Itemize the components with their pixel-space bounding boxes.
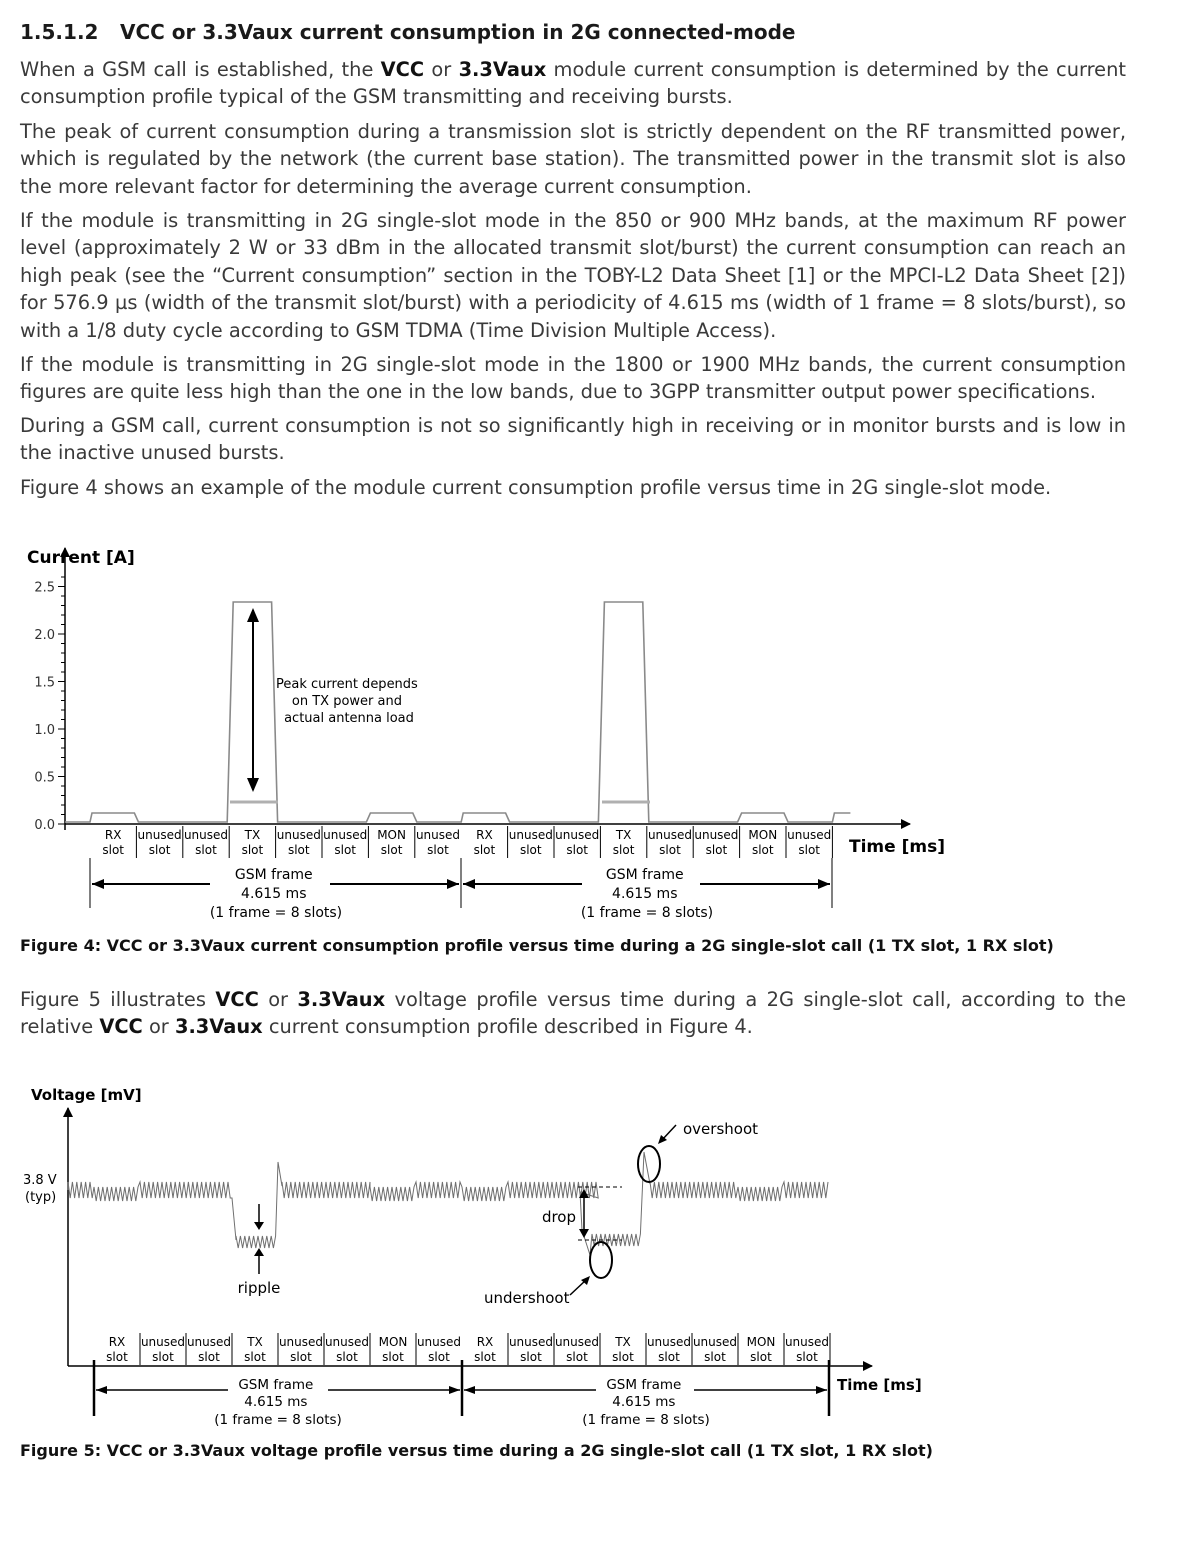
fig4-frame2-arrow-left-head xyxy=(463,879,475,889)
fig4-x-axis-label: Time [ms] xyxy=(849,837,945,857)
fig4-frame1-label-line-1: GSM frame xyxy=(234,867,313,883)
fig4-annotation-line-1: Peak current depends xyxy=(276,677,418,692)
fig5-frame1-label-line-3: (1 frame = 8 slots) xyxy=(214,1412,342,1428)
fig4-frame1-label-line-2: 4.615 ms xyxy=(241,886,307,902)
figure-4-caption: Figure 4: VCC or 3.3Vaux current consumption profile versus time during a 2G single-slot call (1 TX slot, 1 RX slot) xyxy=(20,936,1054,955)
figure-5-caption: Figure 5: VCC or 3.3Vaux voltage profile versus time during a 2G single-slot call (1 TX slot, 1 RX slot) xyxy=(20,1441,933,1460)
fig5-slot-word: slot xyxy=(198,1350,220,1364)
fig5-frame1-arrow-left-head xyxy=(96,1386,107,1394)
fig4-slot-word: slot xyxy=(705,843,728,857)
p7-text-a: Figure 5 illustrates xyxy=(20,988,216,1011)
p7-text-b: or xyxy=(258,988,298,1011)
fig4-slot-name: unused xyxy=(787,828,832,842)
fig4-y-tick-label: 1.0 xyxy=(34,723,55,738)
fig4-slot-word: slot xyxy=(148,843,171,857)
fig5-slot-name: TX xyxy=(247,1335,263,1349)
fig5-ripple-arrow-top-head xyxy=(254,1222,264,1230)
section-number: 1.5.1.2 xyxy=(20,20,99,44)
fig5-undershoot-pointer xyxy=(570,1280,586,1295)
figure-4-current-chart xyxy=(0,540,1191,940)
fig4-slot-word: slot xyxy=(195,843,217,857)
fig5-drop-arrow-down-head xyxy=(579,1229,589,1238)
p7-3v3aux-2: 3.3Vaux xyxy=(174,1015,263,1039)
fig5-slot-name: unused xyxy=(784,1335,830,1349)
fig5-slot-word: slot xyxy=(474,1350,496,1364)
fig4-slot-name: unused xyxy=(647,828,693,842)
section-title: VCC or 3.3Vaux current consumption in 2G connected-mode xyxy=(120,20,796,44)
fig4-slot-word: slot xyxy=(566,843,589,857)
fig5-slot-word: slot xyxy=(152,1350,174,1364)
fig4-frame1-label xyxy=(210,867,342,921)
fig5-slot-name: MON xyxy=(746,1335,776,1349)
fig5-slot-name: unused xyxy=(646,1335,692,1349)
fig4-slot-labels xyxy=(102,826,832,858)
fig5-slot-word: slot xyxy=(428,1350,450,1364)
fig5-slot-word: slot xyxy=(704,1350,726,1364)
fig4-tick-group xyxy=(58,577,65,824)
fig5-y-value-line-1: 3.8 V xyxy=(23,1173,57,1188)
fig5-frame1-label-line-1: GSM frame xyxy=(238,1377,314,1393)
fig5-slot-name: unused xyxy=(186,1335,232,1349)
fig4-slot-name: TX xyxy=(244,828,261,842)
paragraph-5: During a GSM call, current consumption is not so significantly high in receiving or in monitor bursts and is low in the inactive unused bursts. xyxy=(20,414,1126,465)
fig5-voltage-trace xyxy=(68,1152,828,1255)
fig5-slot-word: slot xyxy=(750,1350,772,1364)
fig5-slot-name: unused xyxy=(416,1335,462,1349)
p1-text-b: or xyxy=(424,58,459,81)
p1-vcc: VCC xyxy=(380,58,425,81)
fig4-slot-name: unused xyxy=(183,828,229,842)
fig5-slot-name: unused xyxy=(692,1335,738,1349)
fig4-frame2-label-line-2: 4.615 ms xyxy=(612,886,678,902)
fig4-slot-name: RX xyxy=(104,828,122,842)
fig5-ripple-label: ripple xyxy=(237,1279,281,1297)
fig4-slot-name: unused xyxy=(555,828,600,842)
fig5-slot-name: unused xyxy=(324,1335,370,1349)
fig4-frame1-arrow-right-head xyxy=(447,879,459,889)
p7-text-e: current consumption profile described in Figure 4. xyxy=(262,1015,753,1039)
fig4-frame1-label-line-3: (1 frame = 8 slots) xyxy=(209,905,343,921)
fig4-slot-word: slot xyxy=(798,843,821,857)
fig4-y-tick-label: 1.5 xyxy=(34,675,55,691)
fig5-y-value-label xyxy=(23,1173,61,1205)
fig5-x-axis-label: Time [ms] xyxy=(837,1376,922,1394)
p7-3v3aux-1: 3.3Vaux xyxy=(297,988,386,1011)
paragraph-1 xyxy=(20,56,1126,111)
fig5-frame2-arrow-left-head xyxy=(464,1386,475,1394)
fig4-slot-name: unused xyxy=(694,828,739,842)
fig5-slot-name: unused xyxy=(508,1335,554,1349)
fig5-slot-word: slot xyxy=(520,1350,542,1364)
fig4-frame2-label xyxy=(581,867,713,921)
fig4-frame2-arrow-right-head xyxy=(818,879,830,889)
fig4-slot-name: unused xyxy=(415,828,461,842)
fig5-slot-name: MON xyxy=(378,1335,408,1349)
paragraph-3: If the module is transmitting in 2G single-slot mode in the 850 or 900 MHz bands, at the maximum RF power level (approximately 2 W or 33 dBm in the allocated transmit slot/burst) the current consumption can reach an high peak (see the “Current consumption” section in the TOBY-L2 Data Sheet [1] or the MPCI-L2 Data Sheet [2]) for 576.9 µs (width of the transmit slot/burst) with a periodicity of 4.615 ms (width of 1 frame = 8 slots/burst), so with a 1/8 duty cycle according to GSM TDMA (Time Division Multiple Access). xyxy=(20,209,1126,342)
fig4-slot-word: slot xyxy=(612,843,635,857)
section-heading xyxy=(20,20,795,44)
fig5-undershoot-circle xyxy=(590,1242,612,1278)
p1-3v3aux: 3.3Vaux xyxy=(458,58,547,81)
fig5-slot-word: slot xyxy=(106,1350,128,1364)
fig5-slot-name: unused xyxy=(554,1335,600,1349)
paragraph-6: Figure 4 shows an example of the module current consumption profile versus time in 2G single-slot mode. xyxy=(20,476,1052,499)
fig5-slot-name: unused xyxy=(140,1335,186,1349)
fig4-y-tick-label: 2.5 xyxy=(34,580,55,596)
fig5-slot-word: slot xyxy=(796,1350,818,1364)
fig4-slot-word: slot xyxy=(519,843,542,857)
fig4-slot-word: slot xyxy=(380,843,403,857)
fig5-y-value-line-2: (typ) xyxy=(25,1190,57,1205)
paragraph-4: If the module is transmitting in 2G single-slot mode in the 1800 or 1900 MHz bands, the current consumption figures are quite less high than the one in the low bands, due to 3GPP transmitter output power specifications. xyxy=(20,353,1126,404)
fig4-annotation xyxy=(276,677,422,726)
fig4-slot-name: MON xyxy=(748,828,778,842)
fig4-y-axis-label: Current [A] xyxy=(27,548,135,568)
p7-text-d: or xyxy=(142,1015,175,1039)
fig4-annotation-line-2: on TX power and xyxy=(291,694,402,709)
fig5-frame1-arrow-right-head xyxy=(449,1386,460,1394)
paragraph-7 xyxy=(20,986,1126,1041)
fig4-slot-name: MON xyxy=(377,828,406,842)
fig4-slot-name: RX xyxy=(476,828,493,842)
fig4-slot-word: slot xyxy=(241,843,264,857)
fig4-slot-name: unused xyxy=(323,828,368,842)
fig4-slot-word: slot xyxy=(473,843,496,857)
fig4-slot-word: slot xyxy=(427,843,449,857)
p7-vcc-1: VCC xyxy=(215,988,259,1011)
fig4-frame2-label-line-3: (1 frame = 8 slots) xyxy=(580,905,714,921)
fig4-current-trace xyxy=(65,602,850,822)
fig5-slot-name: RX xyxy=(108,1335,126,1349)
fig4-peak-arrow-down-head xyxy=(247,778,259,792)
fig4-slot-name: unused xyxy=(137,828,182,842)
fig5-slot-word: slot xyxy=(658,1350,680,1364)
fig5-y-axis-label: Voltage [mV] xyxy=(31,1086,142,1104)
fig4-y-tick-label: 0.0 xyxy=(34,818,55,833)
p7-text-c: voltage profile versus time during a 2G single-slot call, according to the relative xyxy=(20,988,1126,1039)
fig5-slot-name: unused xyxy=(278,1335,324,1349)
fig5-slot-word: slot xyxy=(382,1350,404,1364)
fig4-slot-word: slot xyxy=(102,843,125,857)
fig4-frame1-arrow-left-head xyxy=(92,879,104,889)
fig4-slot-word: slot xyxy=(334,843,357,857)
fig5-frame2-arrow-right-head xyxy=(816,1386,827,1394)
fig4-y-tick-label: 0.5 xyxy=(34,770,55,786)
fig5-ripple-arrow-bottom-head xyxy=(254,1248,264,1256)
fig4-annotation-line-3: actual antenna load xyxy=(284,711,414,726)
fig4-slot-word: slot xyxy=(287,843,310,857)
fig5-frame2-label xyxy=(582,1377,710,1428)
fig4-slot-name: unused xyxy=(508,828,553,842)
paragraph-2: The peak of current consumption during a transmission slot is strictly dependent on the RF transmitted power, which is regulated by the network (the current base station). The transmitted power in the transmit slot is also the more relevant factor for determining the average current consumption. xyxy=(20,120,1126,198)
fig4-y-tick-label: 2.0 xyxy=(34,628,55,643)
fig4-slot-word: slot xyxy=(659,843,681,857)
fig5-drop-label: drop xyxy=(541,1208,576,1226)
figure-5-voltage-chart xyxy=(0,1080,1191,1440)
fig4-frame2-label-line-1: GSM frame xyxy=(605,867,684,883)
fig4-slot-name: unused xyxy=(276,828,321,842)
fig5-slot-word: slot xyxy=(244,1350,266,1364)
fig5-slot-word: slot xyxy=(612,1350,634,1364)
fig4-peak-arrow-up-head xyxy=(247,608,259,622)
p7-vcc-2: VCC xyxy=(99,1015,143,1039)
fig5-slot-word: slot xyxy=(336,1350,358,1364)
fig5-frame1-label-line-2: 4.615 ms xyxy=(244,1394,308,1410)
fig5-frame2-label-line-2: 4.615 ms xyxy=(612,1394,676,1410)
fig5-frame2-label-line-1: GSM frame xyxy=(606,1377,682,1393)
p1-text-a: When a GSM call is established, the xyxy=(20,58,381,81)
fig5-frame1-label xyxy=(214,1377,342,1428)
fig5-slot-name: TX xyxy=(615,1335,631,1349)
p1-text-c: module current consumption is determined by the current consumption profile typical of the GSM transmitting and receiving bursts. xyxy=(20,58,1126,109)
fig5-slot-word: slot xyxy=(566,1350,588,1364)
fig5-slot-word: slot xyxy=(290,1350,312,1364)
fig5-frame2-label-line-3: (1 frame = 8 slots) xyxy=(582,1412,710,1428)
fig5-overshoot-label: overshoot xyxy=(683,1120,759,1138)
fig4-y-tick-labels xyxy=(34,581,55,834)
fig5-slot-name: RX xyxy=(476,1335,494,1349)
fig4-slot-word: slot xyxy=(751,843,774,857)
fig4-slot-name: TX xyxy=(615,828,632,842)
fig5-undershoot-label: undershoot xyxy=(484,1289,570,1307)
fig5-slot-labels xyxy=(106,1333,830,1365)
